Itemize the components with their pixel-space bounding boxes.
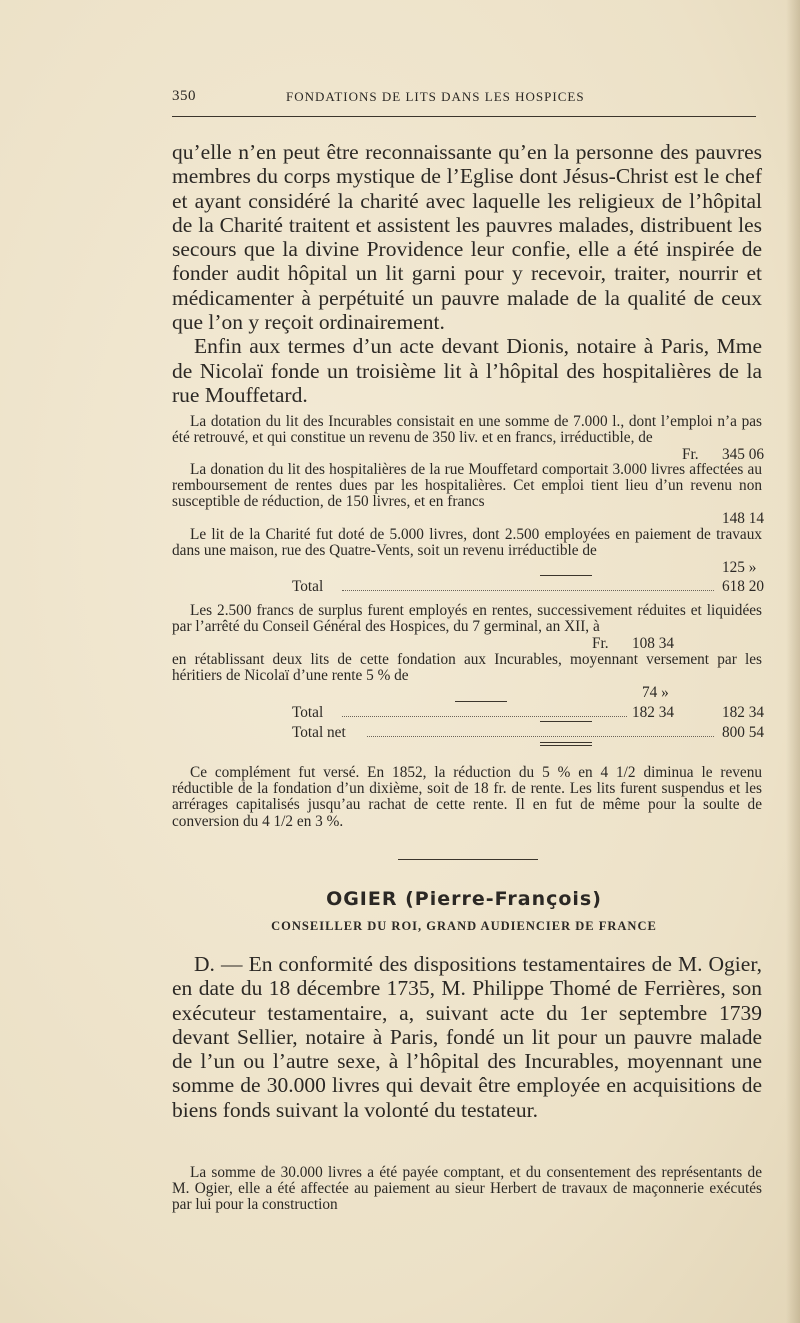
currency-label: Fr. <box>682 446 699 463</box>
amount-4: 108 34 <box>632 635 675 652</box>
sum-rule-2 <box>455 701 507 702</box>
section-divider <box>398 859 538 860</box>
amount-5: 74 » <box>642 684 669 701</box>
page-number: 350 <box>172 88 196 104</box>
note-retablissement <box>172 652 762 684</box>
header-rule <box>172 116 756 117</box>
amount-row-3 <box>172 559 762 576</box>
paragraph-dionis: Enfin aux termes d’un acte devant Dionis, notaire à Paris, Mme de Nicolaï fonde un troisième lit à l’hôpital des hospitalières de la rue Mouffetard. <box>172 334 762 407</box>
paragraph-continuation: qu’elle n’en peut être reconnaissante qu’en la personne des pauvres membres du corps mystique de l’Eglise dont Jésus-Christ est le chef et ayant considéré la charité avec laquelle les religieux de l’hôpital de la Charité traitent et assistent les pauvres malades, distribuent les secours que la divine Providence leur confie, elle a été inspirée de fonder audit hôpital un lit garni pour y recevoir, traiter, nourrir et médicamenter à perpétuité un pauvre malade de la qualité de ceux que l’on y reçoit ordinairement. <box>172 140 762 335</box>
main-text-block <box>172 140 762 407</box>
section-title: OGIER (Pierre-François) <box>326 888 602 910</box>
leader-dots <box>367 726 714 737</box>
double-rule-b <box>540 745 592 746</box>
note-charite <box>172 527 762 559</box>
note-incurables <box>172 414 762 446</box>
double-rule-a <box>540 742 592 743</box>
leader-dots <box>342 580 714 591</box>
note-mouffetard-text: La donation du lit des hospitalières de la rue Mouffetard comportait 3.000 livres affectées au remboursement de rentes dues par les hospitalières. Cet emploi tient lieu d’un revenu non susceptible de réduction, de 150 livres, et en francs <box>172 461 762 511</box>
section-subtitle: CONSEILLER DU ROI, GRAND AUDIENCIER DE FRANCE <box>271 919 657 933</box>
running-header <box>172 84 756 108</box>
total-label: Total <box>292 578 324 595</box>
note-mouffetard <box>172 462 762 511</box>
note-incurables-text: La dotation du lit des Incurables consistait en une somme de 7.000 l., dont l’emploi n’a pas été retrouvé, et qui constitue un revenu de 350 liv. et en francs, irréductible, de <box>172 413 762 447</box>
running-title: FONDATIONS DE LITS DANS LES HOSPICES <box>286 89 585 104</box>
sum-rule-3 <box>540 721 592 722</box>
note-retablissement-text: en rétablissant deux lits de cette fondation aux Incurables, moyennant versement par les héritiers de Nicolaï d’une rente 5 % de <box>172 651 762 685</box>
note-ogier <box>172 1165 762 1214</box>
note-complement-text: Ce complément fut versé. En 1852, la réduction du 5 % en 4 1/2 diminua le revenu réductible de la fondation d’un dixième, soit de 18 fr. de rente. Les lits furent suspendus et les arrérages capitalisés jusqu’au rachat de cette rente. Il en fut de même pour la soulte de conversion du 4 1/2 en 3 %. <box>172 764 762 830</box>
total-2b: 182 34 <box>722 704 765 721</box>
total-row-2 <box>172 704 765 721</box>
amount-1: 345 06 <box>722 446 765 463</box>
amount-row-5 <box>172 684 762 701</box>
total-1: 618 20 <box>722 578 765 595</box>
note-complement <box>172 765 762 830</box>
sum-rule-1 <box>540 575 592 576</box>
total-row-1 <box>172 578 765 595</box>
net-total-label: Total net <box>292 724 346 741</box>
total-label-2: Total <box>292 704 324 721</box>
leader-dots <box>342 706 627 717</box>
amount-3: 125 » <box>722 559 757 576</box>
note-surplus-text: Les 2.500 francs de surplus furent employés en rentes, successivement réduites et liquidées par l’arrêté du Conseil Général des Hospices, du 7 germinal, an XII, à <box>172 602 762 636</box>
total-2a: 182 34 <box>632 704 675 721</box>
page-edge-shadow <box>786 0 800 1323</box>
note-ogier-text: La somme de 30.000 livres a été payée comptant, et du consentement des représentants de M. Ogier, elle a été affectée au paiement au sieur Herbert de travaux de maçonnerie exécutés par lui pour la construction <box>172 1164 762 1214</box>
amount-row-2 <box>172 510 765 527</box>
note-charite-text: Le lit de la Charité fut doté de 5.000 livres, dont 2.500 employées en paiement de travaux dans une maison, rue des Quatre-Vents, soit un revenu irréductible de <box>172 526 762 560</box>
net-total: 800 54 <box>722 724 765 741</box>
amount-2: 148 14 <box>722 510 765 527</box>
amount-row-4 <box>172 635 762 652</box>
ogier-text-block <box>172 952 762 1122</box>
paragraph-ogier: D. — En conformité des dispositions testamentaires de M. Ogier, en date du 18 décembre 1735, M. Philippe Thomé de Ferrières, son exécuteur testamentaire, a, suivant acte du 1er septembre 1739 devant Sellier, notaire à Paris, fondé un lit pour un pauvre malade de l’un ou l’autre sexe, à l’hôpital des Incurables, moyennant une somme de 30.000 livres qui devait être employée en acquisitions de biens fonds suivant la volonté du testateur. <box>172 952 762 1122</box>
currency-label-2: Fr. <box>592 635 609 652</box>
net-total-row <box>172 724 765 741</box>
note-surplus <box>172 603 762 635</box>
